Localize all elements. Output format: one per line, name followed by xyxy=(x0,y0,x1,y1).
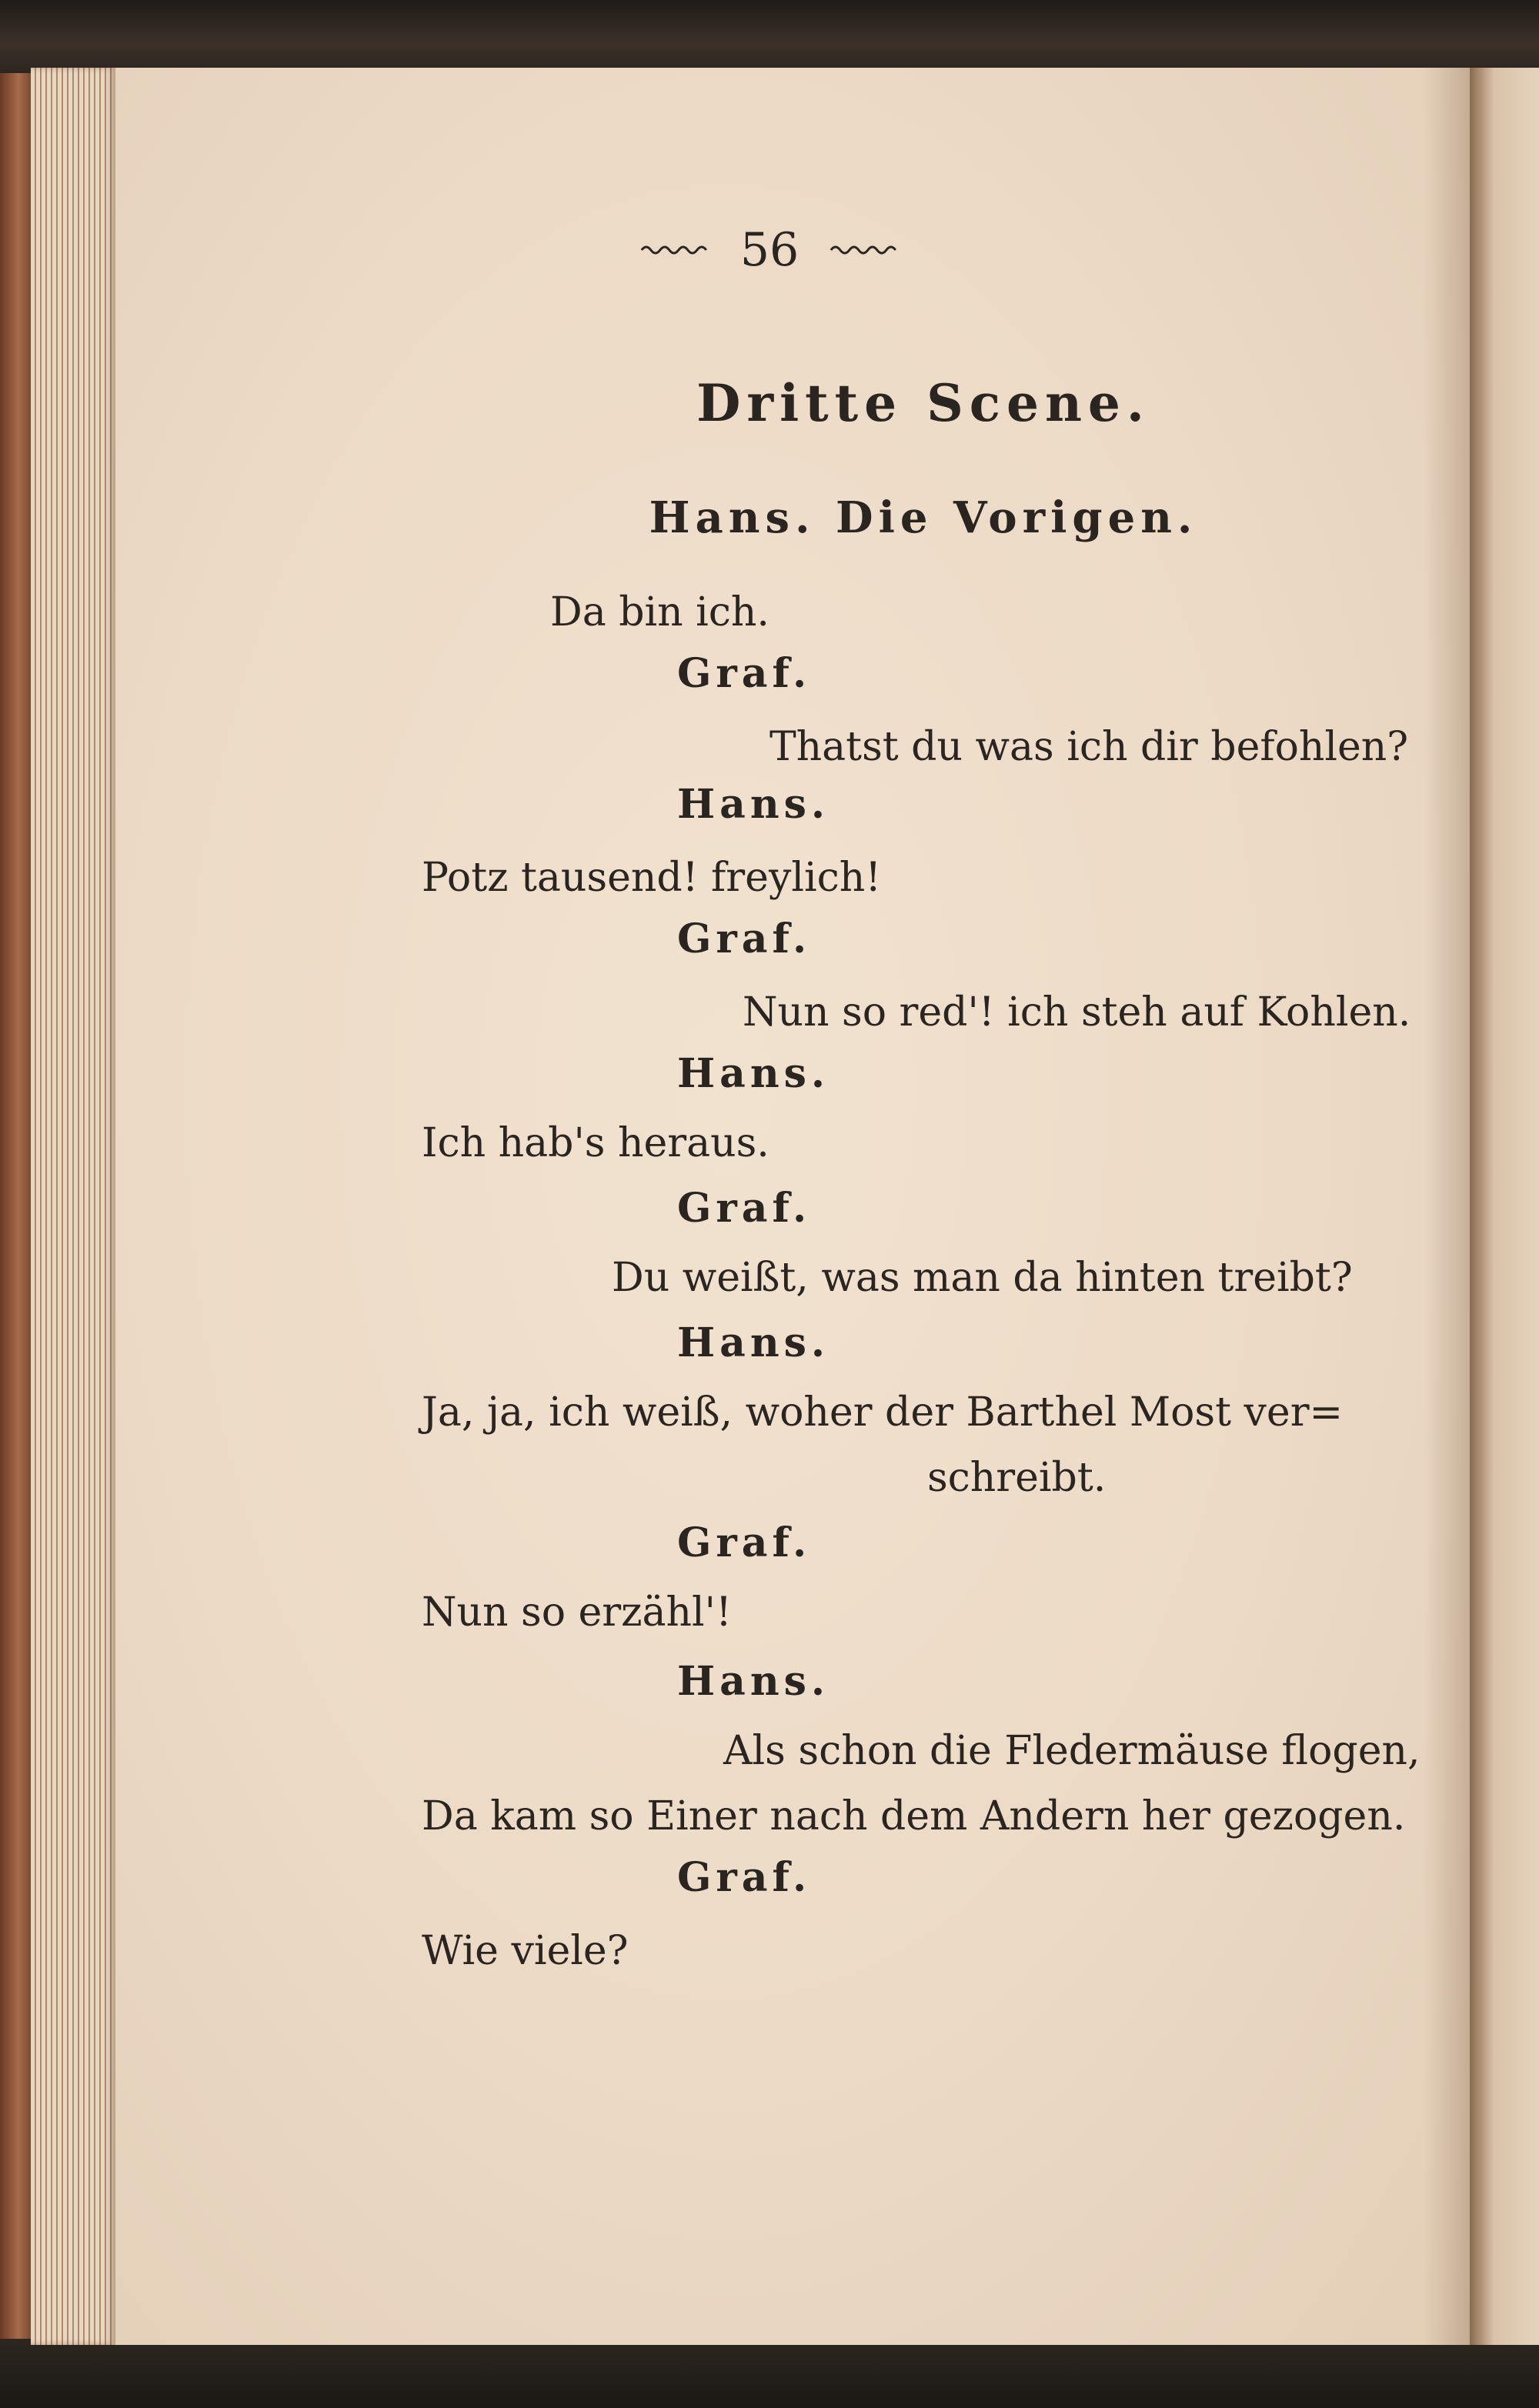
speaker-name: Hans. xyxy=(677,1658,830,1705)
speaker-name: Graf. xyxy=(677,916,812,962)
page-number: 56 xyxy=(739,223,800,277)
cast-list: Hans. Die Vorigen. xyxy=(649,492,1198,543)
scene-title: Dritte Scene. xyxy=(696,373,1150,433)
wave-ornament-left-icon xyxy=(640,242,709,258)
facing-page-edge xyxy=(1470,68,1539,2345)
dialogue-line: Du weißt, was man da hinten treibt? xyxy=(612,1255,1353,1301)
dialogue-line-continuation: schreibt. xyxy=(927,1455,1107,1501)
speaker-name: Graf. xyxy=(677,650,812,697)
book-cover-top xyxy=(0,0,1539,73)
page-header xyxy=(640,223,899,277)
dialogue-line: Ich hab's heraus. xyxy=(422,1120,770,1166)
speaker-name: Graf. xyxy=(677,1519,812,1566)
dialogue-line: Nun so red'! ich steh auf Kohlen. xyxy=(743,989,1411,1036)
book-cover-edge xyxy=(0,73,31,2339)
wave-ornament-right-icon xyxy=(830,242,899,258)
dialogue-line: Als schon die Fledermäuse flogen, xyxy=(723,1728,1420,1774)
dialogue-line: Da kam so Einer nach dem Andern her gezogen. xyxy=(422,1793,1406,1839)
speaker-name: Hans. xyxy=(677,1050,830,1097)
speaker-name: Graf. xyxy=(677,1854,812,1901)
speaker-name: Hans. xyxy=(677,781,830,828)
dialogue-line: Thatst du was ich dir befohlen? xyxy=(770,724,1409,770)
dialogue-line: Da bin ich. xyxy=(550,589,770,635)
dialogue-line: Wie viele? xyxy=(422,1928,629,1974)
dialogue-line: Ja, ja, ich weiß, woher der Barthel Most ver= xyxy=(422,1389,1344,1436)
speaker-name: Graf. xyxy=(677,1185,812,1232)
book-cover-bottom xyxy=(0,2339,1539,2408)
dialogue-line: Potz tausend! freylich! xyxy=(422,855,882,901)
dialogue-line: Nun so erzähl'! xyxy=(422,1589,732,1636)
speaker-name: Hans. xyxy=(677,1319,830,1366)
page-edges xyxy=(31,68,115,2345)
